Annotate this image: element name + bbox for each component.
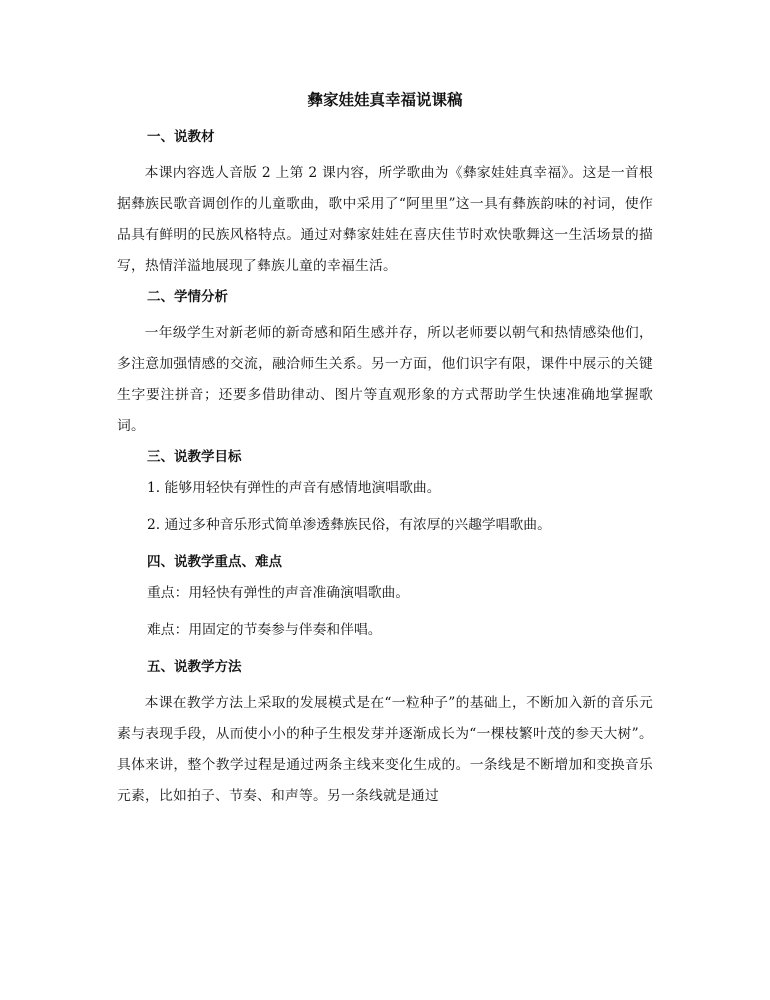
teaching-goal-item: 1. 能够用轻快有弹性的声音有感情地演唱歌曲。 — [147, 480, 441, 496]
section-heading-student-analysis: 二、学情分析 — [147, 289, 228, 305]
difficult-point-item: 难点：用固定的节奏参与伴奏和伴唱。 — [147, 622, 382, 638]
key-point-item: 重点：用轻快有弹性的声音准确演唱歌曲。 — [147, 585, 410, 601]
section-heading-textbook: 一、说教材 — [147, 129, 215, 145]
section-heading-key-points: 四、说教学重点、难点 — [147, 554, 282, 570]
section-heading-teaching-goals: 三、说教学目标 — [147, 449, 242, 465]
section-paragraph-student-analysis: 一年级学生对新老师的新奇感和陌生感并存，所以老师要以朝气和热情感染他们，多注意加强情感的交流，融洽师生关系。另一方面，他们识字有限，课件中展示的关键生字要注拼音；还要多借助律动、图片等直观形象的方式帮助学生快速准确地掌握歌词。 — [117, 325, 653, 434]
section-heading-teaching-methods: 五、说教学方法 — [147, 659, 242, 675]
section-paragraph-textbook: 本课内容选人音版 2 上第 2 课内容，所学歌曲为《彝家娃娃真幸福》。这是一首根据彝族民歌音调创作的儿童歌曲，歌中采用了“阿里里”这一具有彝族韵味的衬词，使作品具有鲜明的民族风格特点。通过对彝家娃娃在喜庆佳节时欢快歌舞这一生活场景的描写，热情洋溢地展现了彝族儿童的幸福生活。 — [117, 165, 653, 274]
document-title: 彝家娃娃真幸福说课稿 — [307, 90, 463, 109]
section-paragraph-teaching-methods: 本课在教学方法上采取的发展模式是在“一粒种子”的基础上，不断加入新的音乐元素与表现手段，从而使小小的种子生根发芽并逐渐成长为“一棵枝繁叶茂的参天大树”。具体来讲，整个教学过程是通过两条主线来变化生成的。一条线是不断增加和变换音乐元素，比如拍子、节奏、和声等。另一条线就是通过 — [117, 695, 653, 804]
teaching-goal-item: 2. 通过多种音乐形式简单渗透彝族民俗，有浓厚的兴趣学唱歌曲。 — [147, 517, 551, 533]
